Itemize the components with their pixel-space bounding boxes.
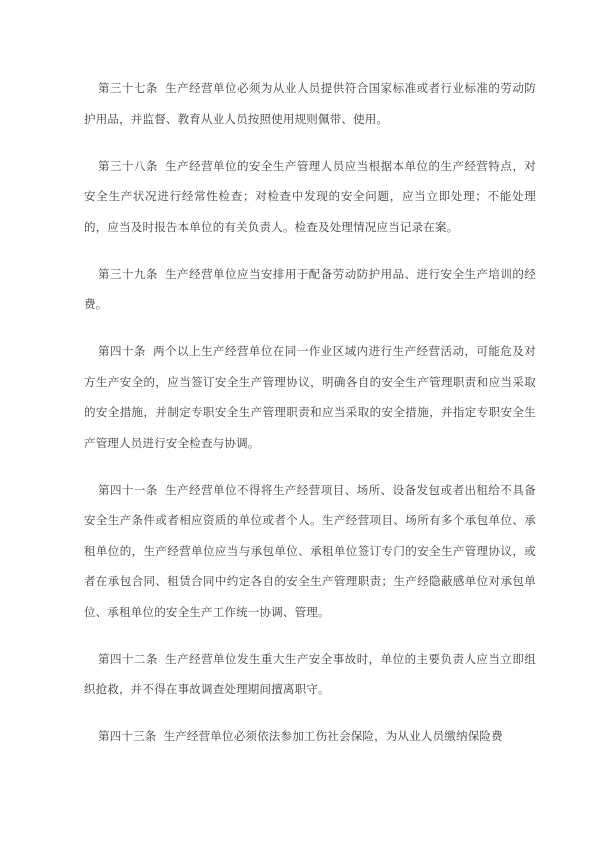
article-number: 第四十一条 [98,484,158,497]
law-article-37 [84,74,536,135]
article-text: 生产经营单位的安全生产管理人员应当根据本单位的生产经营特点，对安全生产状况进行经常性检查；对检查中发现的安全问题，应当立即处理；不能处理的，应当及时报告本单位的有关负责人。检查及处理情况应当记录在案。 [84,160,537,234]
law-article-40 [84,337,536,459]
law-article-39 [84,260,536,321]
article-text: 生产经营单位必须为从业人员提供符合国家标准或者行业标准的劳动防护用品，并监督、教育从业人员按照使用规则佩带、使用。 [84,83,537,126]
article-number: 第三十九条 [98,268,158,281]
article-text: 两个以上生产经营单位在同一作业区域内进行生产经营活动，可能危及对方生产安全的，应当签订安全生产管理协议，明确各自的安全生产管理职责和应当采取的安全措施，并制定专职安全生产管理职责和应当采取的安全措施，并指定专职安全生产管理人员进行安全检查与协调。 [84,346,536,450]
article-number: 第三十八条 [98,160,158,173]
article-number: 第四十二条 [98,653,158,666]
law-article-43 [84,722,536,753]
article-text: 生产经营单位应当安排用于配备劳动防护用品、进行安全生产培训的经费。 [84,268,537,311]
law-article-38 [84,152,536,244]
law-article-42 [84,645,536,706]
article-text: 生产经营单位不得将生产经营项目、场所、设备发包或者出租给不具备安全生产条件或者相应资质的单位或者个人。生产经营项目、场所有多个承包单位、承租单位的，生产经营单位应当与承包单位、承租单位签订专门的安全生产管理协议，或者在承包合同、租赁合同中约定各自的安全生产管理职责；生产经隐蔽感单位对承包单位、承租单位的安全生产工作统一协调、管理。 [84,484,537,619]
article-number: 第四十条 [98,346,146,358]
document-text-block [84,74,536,753]
article-text: 生产经营单位发生重大生产安全事故时，单位的主要负责人应当立即组织抢救，并不得在事故调查处理期间擅离职守。 [84,653,537,696]
law-article-41 [84,476,536,629]
article-text: 生产经营单位必须依法参加工伤社会保险，为从业人员缴纳保险费 [163,731,503,743]
article-number: 第四十三条 [98,731,157,743]
article-number: 第三十七条 [98,83,158,95]
